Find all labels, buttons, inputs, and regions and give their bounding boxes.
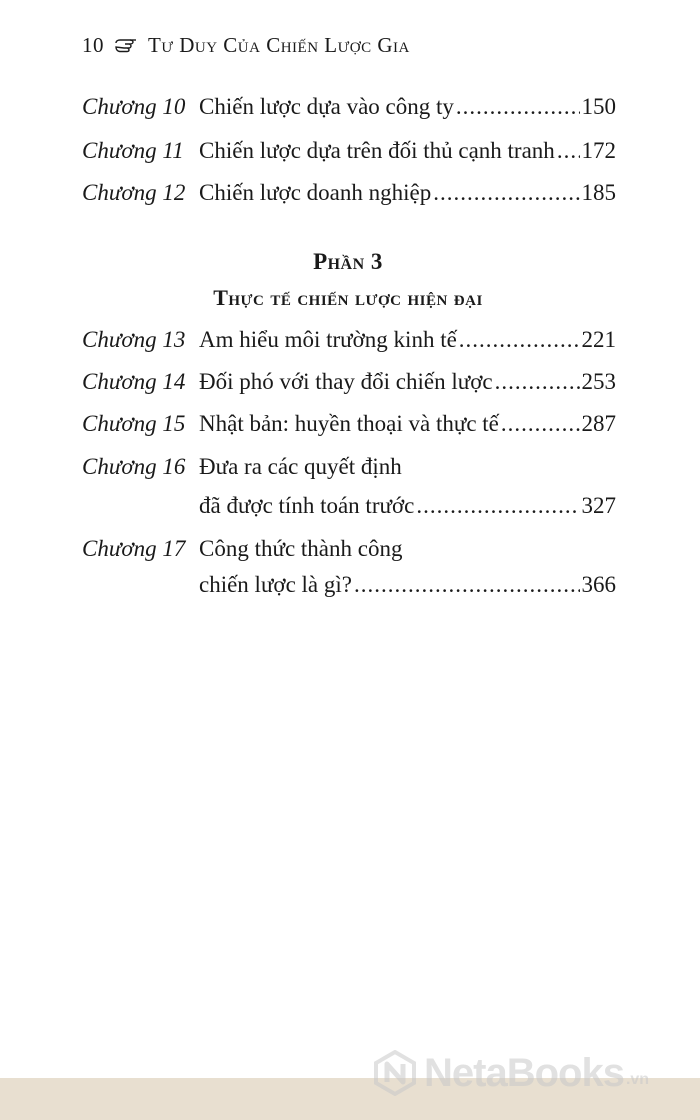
toc-entry-chapter-14	[82, 364, 616, 400]
page-number: 185	[581, 180, 616, 205]
chapter-title: Đối phó với thay đổi chiến lược	[199, 369, 493, 394]
toc-entry-chapter-16-continued	[82, 488, 616, 524]
chapter-label: Chương 16	[82, 454, 186, 479]
chapter-title-line-2: đã được tính toán trước	[199, 493, 415, 518]
toc-entry-chapter-11	[82, 133, 616, 169]
page-number: 172	[581, 138, 616, 163]
netabooks-logo-icon	[372, 1050, 418, 1096]
chapter-title-line-1: Công thức thành công	[199, 536, 403, 561]
toc-entry-chapter-16	[82, 449, 616, 485]
page-number: 366	[581, 572, 616, 597]
page-number: 253	[581, 369, 616, 394]
toc-entry-chapter-12	[82, 175, 616, 211]
pointing-hand-icon	[114, 36, 138, 54]
dot-leader	[416, 488, 579, 524]
running-head	[82, 30, 410, 60]
toc-entry-chapter-17-continued	[82, 567, 616, 603]
watermark-suffix: .vn	[625, 1071, 650, 1088]
dot-leader	[456, 89, 580, 125]
chapter-title: Chiến lược dựa vào công ty	[199, 94, 454, 119]
toc-entry-chapter-15	[82, 406, 616, 442]
toc-entry-chapter-17	[82, 531, 616, 567]
chapter-label: Chương 11	[82, 138, 184, 163]
page-number: 150	[581, 94, 616, 119]
toc-entry-chapter-13	[82, 322, 616, 358]
dot-leader	[557, 133, 580, 169]
dot-leader	[501, 406, 580, 442]
chapter-title: Am hiểu môi trường kinh tế	[199, 327, 457, 352]
watermark-text: NetaBooks	[424, 1050, 624, 1095]
chapter-label: Chương 12	[82, 180, 186, 205]
chapter-label: Chương 10	[82, 94, 186, 119]
part-title: Thực tế chiến lược hiện đại	[213, 285, 483, 310]
page-number: 287	[581, 411, 616, 436]
chapter-label: Chương 14	[82, 369, 186, 394]
page-number: 327	[581, 493, 616, 518]
dot-leader	[433, 175, 579, 211]
chapter-title-line-1: Đưa ra các quyết định	[199, 454, 402, 479]
chapter-label: Chương 15	[82, 411, 186, 436]
watermark	[372, 1048, 649, 1098]
dot-leader	[354, 567, 580, 603]
chapter-label: Chương 17	[82, 536, 186, 561]
toc-entry-chapter-10	[82, 89, 616, 125]
dot-leader	[495, 364, 580, 400]
chapter-title-line-2: chiến lược là gì?	[199, 572, 352, 597]
dot-leader	[459, 322, 580, 358]
page-number: 10	[82, 32, 104, 57]
chapter-title: Chiến lược dựa trên đối thủ cạnh tranh	[199, 138, 555, 163]
part-label: Phần 3	[313, 249, 383, 274]
chapter-title: Chiến lược doanh nghiệp	[199, 180, 432, 205]
book-title: Tư Duy Của Chiến Lược Gia	[148, 32, 410, 57]
page-number: 221	[581, 327, 616, 352]
chapter-label: Chương 13	[82, 327, 186, 352]
chapter-title: Nhật bản: huyền thoại và thực tế	[199, 411, 499, 436]
